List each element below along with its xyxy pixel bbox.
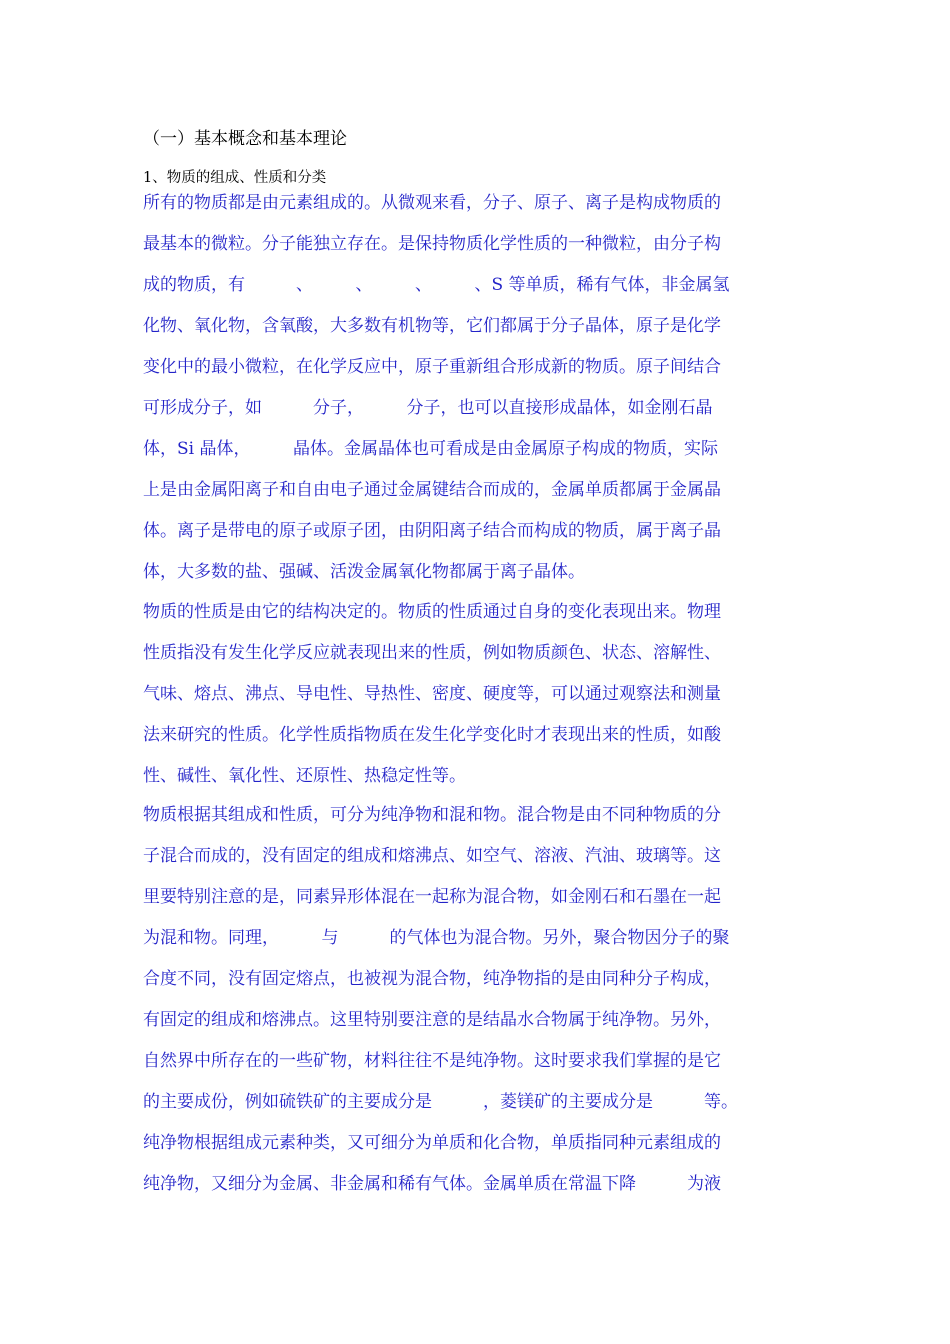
body-line: 合度不同，没有固定熔点，也被视为混合物，纯净物指的是由同种分子构成， [143,969,721,989]
body-line: 所有的物质都是由元素组成的。从微观来看，分子、原子、离子是构成物质的 [143,193,721,213]
body-line: 化物、氧化物，含氧酸，大多数有机物等，它们都属于分子晶体，原子是化学 [143,316,721,336]
body-line: 体。离子是带电的原子或原子团，由阴阳离子结合而构成的物质，属于离子晶 [143,521,721,541]
body-line: 纯净物根据组成元素种类，又可细分为单质和化合物，单质指同种元素组成的 [143,1133,721,1153]
subsection-title: 1、物质的组成、性质和分类 [143,170,327,186]
body-line: 最基本的微粒。分子能独立存在。是保持物质化学性质的一种微粒，由分子构 [143,234,721,254]
body-line: 物质的性质是由它的结构决定的。物质的性质通过自身的变化表现出来。物理 [143,602,721,622]
body-line: 变化中的最小微粒，在化学反应中，原子重新组合形成新的物质。原子间结合 [143,357,721,377]
body-line: 子混合而成的，没有固定的组成和熔沸点、如空气、溶液、汽油、玻璃等。这 [143,846,721,866]
body-line: 成的物质，有 、 、 、 、S 等单质，稀有气体，非金属氢 [143,275,730,295]
body-line: 可形成分子，如 分子， 分子，也可以直接形成晶体，如金刚石晶 [143,398,713,418]
body-line: 的主要成份，例如硫铁矿的主要成分是 ，菱镁矿的主要成分是 等。 [143,1092,738,1112]
body-line: 为混和物。同理， 与 的气体也为混合物。另外，聚合物因分子的聚 [143,928,730,948]
body-line: 性、碱性、氧化性、还原性、热稳定性等。 [143,766,466,786]
body-line: 性质指没有发生化学反应就表现出来的性质，例如物质颜色、状态、溶解性、 [143,643,721,663]
body-line: 纯净物，又细分为金属、非金属和稀有气体。金属单质在常温下降 为液 [143,1174,721,1194]
body-line: 气味、熔点、沸点、导电性、导热性、密度、硬度等，可以通过观察法和测量 [143,684,721,704]
body-line: 体，Si 晶体， 晶体。金属晶体也可看成是由金属原子构成的物质，实际 [143,439,718,459]
body-line: 法来研究的性质。化学性质指物质在发生化学变化时才表现出来的性质，如酸 [143,725,721,745]
body-line: 有固定的组成和熔沸点。这里特别要注意的是结晶水合物属于纯净物。另外， [143,1010,721,1030]
body-line: 上是由金属阳离子和自由电子通过金属键结合而成的，金属单质都属于金属晶 [143,480,721,500]
body-line: 自然界中所存在的一些矿物，材料往往不是纯净物。这时要求我们掌握的是它 [143,1051,721,1071]
body-line: 里要特别注意的是，同素异形体混在一起称为混合物，如金刚石和石墨在一起 [143,887,721,907]
body-line: 体，大多数的盐、强碱、活泼金属氧化物都属于离子晶体。 [143,562,585,582]
section-title: （一）基本概念和基本理论 [143,129,347,149]
body-line: 物质根据其组成和性质，可分为纯净物和混和物。混合物是由不同种物质的分 [143,805,721,825]
